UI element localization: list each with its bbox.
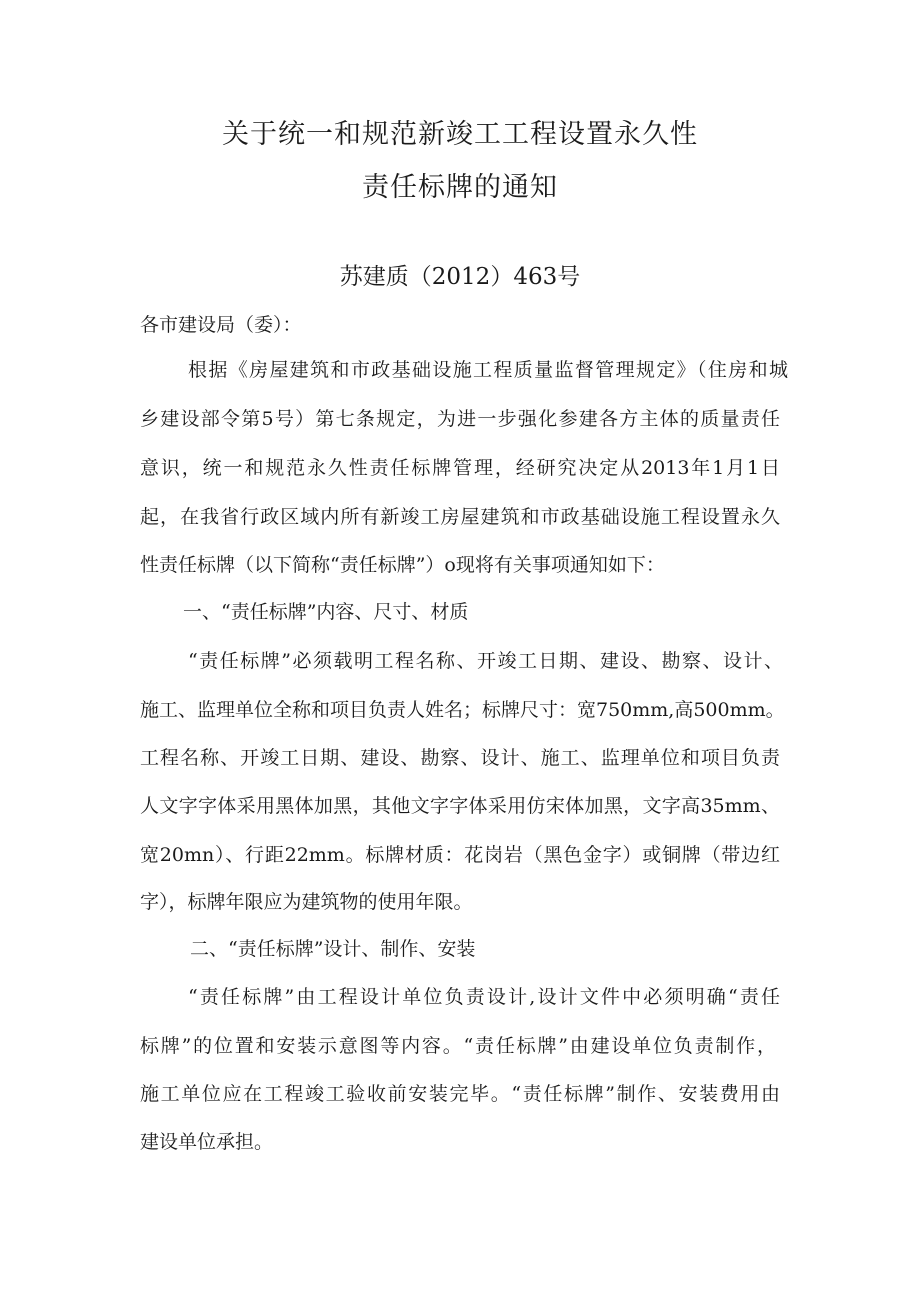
intro-line: 性责任标牌（以下简称“责任标牌”）o现将有关事项通知如下： <box>140 554 665 576</box>
intro-line: 意识，统一和规范永久性责任标牌管理，经研究决定从2013年1月1日 <box>140 457 780 479</box>
section-1-line: “责任标牌”必须载明工程名称、开竣工日期、建设、勘察、设计、 <box>188 650 783 672</box>
section-2-heading: 二、“责任标牌”设计、制作、安装 <box>190 938 476 960</box>
intro-line: 乡建设部令第5号）第七条规定，为进一步强化参建各方主体的质量责任 <box>140 408 780 430</box>
intro-line: 根据《房屋建筑和市政基础设施工程质量监督管理规定》（住房和城 <box>188 359 788 381</box>
document-title-line-1: 关于统一和规范新竣工工程设置永久性 <box>222 119 698 150</box>
section-2-line: 施工单位应在工程竣工验收前安装完毕。“责任标牌”制作、安装费用由 <box>140 1083 780 1105</box>
document-number: 苏建质（2012）463号 <box>339 264 581 290</box>
section-1-line: 工程名称、开竣工日期、建设、勘察、设计、施工、监理单位和项目负责 <box>140 747 780 769</box>
section-1-line: 字），标牌年限应为建筑物的使用年限。 <box>140 891 473 913</box>
document-title-line-2: 责任标牌的通知 <box>362 172 558 203</box>
section-2-line: 标牌”的位置和安装示意图等内容。“责任标牌”由建设单位负责制作， <box>140 1035 776 1057</box>
intro-line: 起，在我省行政区域内所有新竣工房屋建筑和市政基础设施工程设置永久 <box>140 506 780 528</box>
addressee: 各市建设局（委）： <box>140 314 302 336</box>
section-1-line: 施工、监理单位全称和项目负责人姓名；标牌尺寸：宽750mm,高500mm。 <box>140 699 785 721</box>
section-1-heading: 一、“责任标牌”内容、尺寸、材质 <box>183 601 469 623</box>
section-1-line: 宽20mn）、行距22mm。标牌材质：花岗岩（黑色金字）或铜牌（带边红 <box>140 844 780 866</box>
section-2-line: 建设单位承担。 <box>140 1131 274 1153</box>
section-1-line: 人文字字体采用黑体加黑，其他文字字体采用仿宋体加黑，文字高35mm、 <box>140 795 780 817</box>
section-2-line: “责任标牌”由工程设计单位负责设计,设计文件中必须明确“责任 <box>188 986 780 1008</box>
